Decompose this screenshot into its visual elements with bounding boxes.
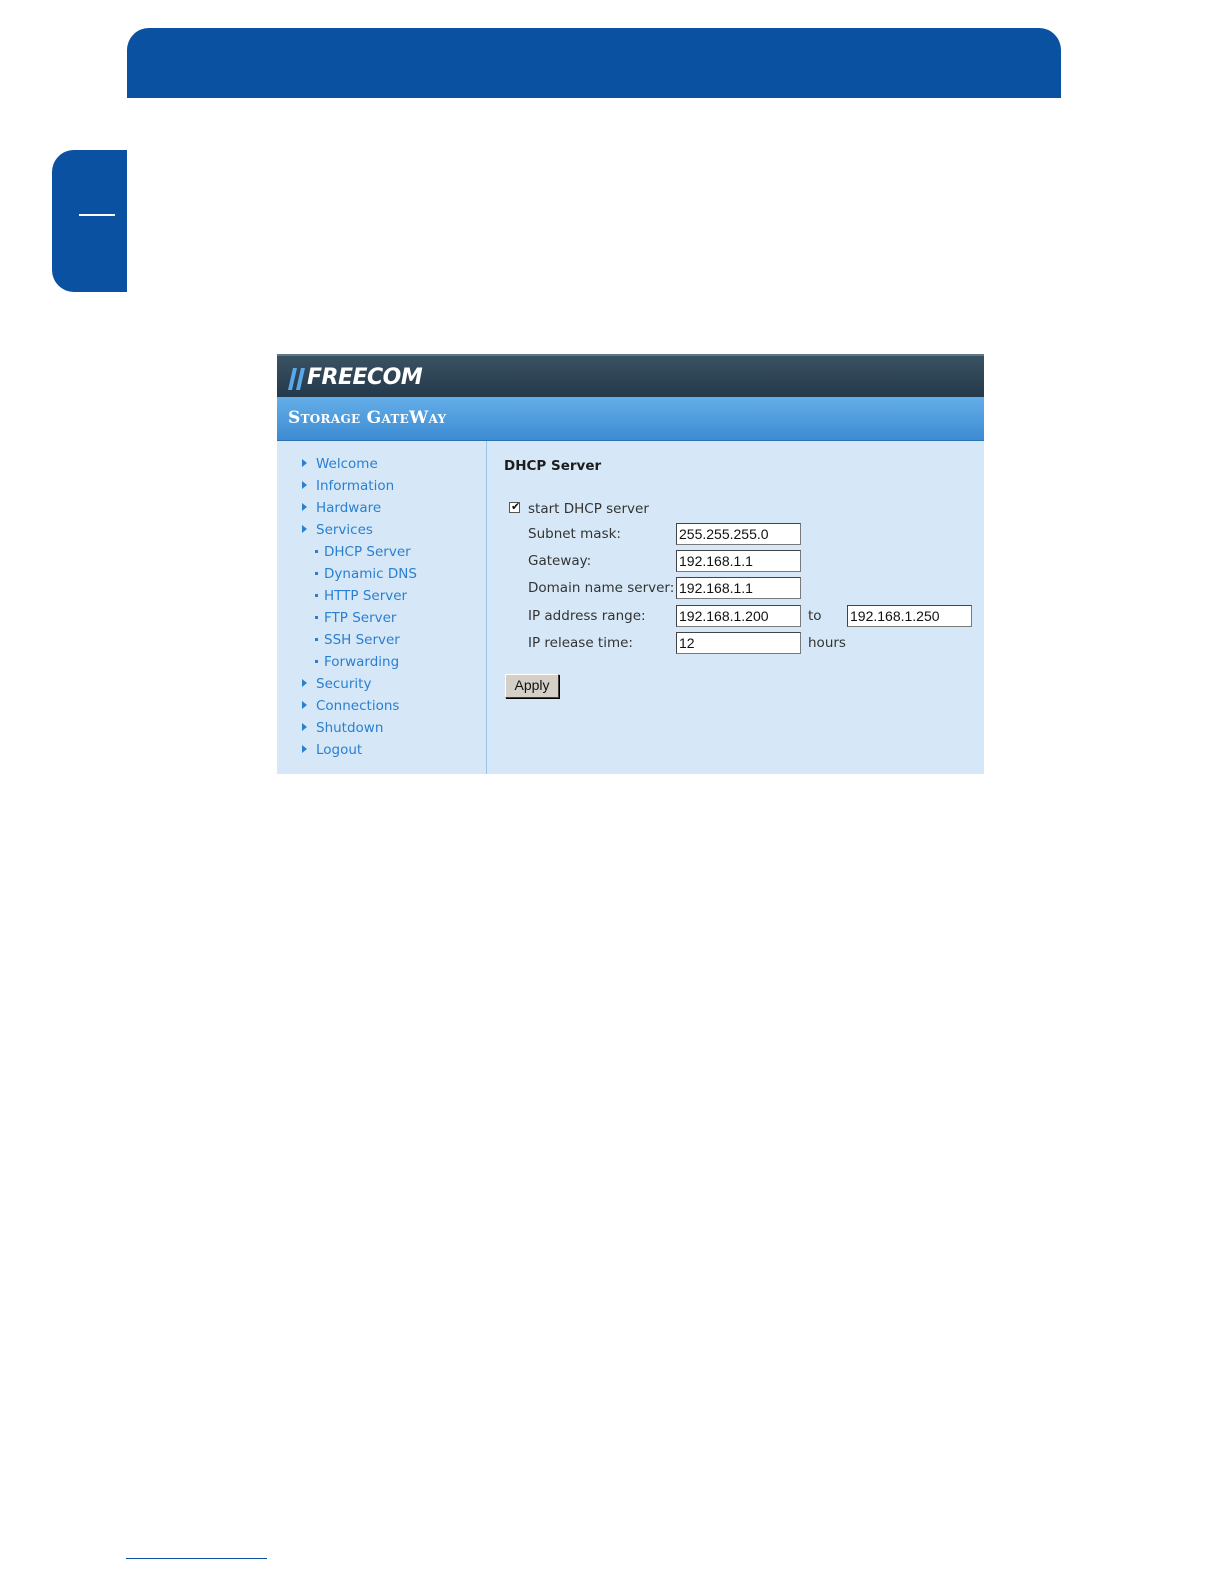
bullet-icon [315, 660, 318, 663]
product-title: Storage GateWay [288, 408, 447, 428]
apply-button[interactable]: Apply [505, 674, 559, 698]
ip-range-end-input[interactable]: 192.168.1.250 [847, 605, 972, 627]
checkmark-icon: ✔ [511, 500, 521, 513]
sidebar-item-label: SSH Server [324, 632, 400, 648]
start-dhcp-label: start DHCP server [528, 501, 649, 517]
gateway-label: Gateway: [528, 553, 592, 569]
chapter-tab-dash [79, 214, 115, 216]
sidebar-item-label: Security [316, 676, 372, 692]
sidebar-item-label: Forwarding [324, 654, 400, 670]
sidebar-item-welcome[interactable] [302, 456, 378, 472]
web-ui-screenshot [277, 354, 984, 774]
arrow-right-icon [302, 679, 307, 687]
start-dhcp-checkbox[interactable] [509, 502, 520, 513]
arrow-right-icon [302, 481, 307, 489]
dns-input[interactable]: 192.168.1.1 [676, 577, 801, 599]
sidebar-item-ssh-server[interactable] [315, 632, 400, 648]
sidebar-item-dhcp-server[interactable] [315, 544, 411, 560]
sidebar-item-label: Hardware [316, 500, 382, 516]
bullet-icon [315, 572, 318, 575]
ip-range-to-label: to [808, 608, 822, 624]
arrow-right-icon [302, 503, 307, 511]
sidebar-item-label: HTTP Server [324, 588, 408, 604]
freecom-logo-icon [288, 368, 308, 390]
sidebar-item-label: FTP Server [324, 610, 397, 626]
sidebar-nav [277, 441, 487, 774]
app-header [277, 354, 984, 397]
bullet-icon [315, 616, 318, 619]
release-time-label: IP release time: [528, 635, 633, 651]
sidebar-item-security[interactable] [302, 676, 371, 692]
sidebar-item-label: Connections [316, 698, 400, 714]
bullet-icon [315, 638, 318, 641]
sidebar-item-label: Services [316, 522, 373, 538]
sidebar-item-services[interactable] [302, 522, 373, 538]
ip-range-label: IP address range: [528, 608, 646, 624]
sidebar-item-hardware[interactable] [302, 500, 381, 516]
sidebar-item-label: Logout [316, 742, 363, 758]
sidebar-item-forwarding[interactable] [315, 654, 399, 670]
gateway-input[interactable]: 192.168.1.1 [676, 550, 801, 572]
ip-range-start-input[interactable]: 192.168.1.200 [676, 605, 801, 627]
subnet-mask-label: Subnet mask: [528, 526, 621, 542]
subnet-mask-input[interactable]: 255.255.255.0 [676, 523, 801, 545]
brand-logo-text: FREECOM [307, 365, 423, 390]
footer-rule [126, 1558, 267, 1559]
page-title: DHCP Server [504, 458, 602, 474]
release-time-input[interactable]: 12 [676, 632, 801, 654]
sidebar-item-shutdown[interactable] [302, 720, 383, 736]
product-banner [277, 397, 984, 441]
sidebar-item-label: Dynamic DNS [324, 566, 417, 582]
sidebar-item-information[interactable] [302, 478, 394, 494]
page-header-band [127, 28, 1061, 98]
arrow-right-icon [302, 701, 307, 709]
sidebar-item-label: DHCP Server [324, 544, 411, 560]
arrow-right-icon [302, 525, 307, 533]
chapter-tab [52, 150, 127, 292]
dns-label: Domain name server: [528, 580, 675, 596]
dhcp-form-panel [487, 441, 984, 774]
sidebar-item-logout[interactable] [302, 742, 362, 758]
sidebar-item-label: Information [316, 478, 395, 494]
sidebar-item-connections[interactable] [302, 698, 399, 714]
arrow-right-icon [302, 723, 307, 731]
sidebar-item-label: Welcome [316, 456, 378, 472]
sidebar-item-label: Shutdown [316, 720, 384, 736]
sidebar-item-dynamic-dns[interactable] [315, 566, 417, 582]
bullet-icon [315, 550, 318, 553]
release-time-unit: hours [808, 635, 846, 651]
arrow-right-icon [302, 459, 307, 467]
sidebar-item-ftp-server[interactable] [315, 610, 396, 626]
bullet-icon [315, 594, 318, 597]
arrow-right-icon [302, 745, 307, 753]
sidebar-item-http-server[interactable] [315, 588, 407, 604]
